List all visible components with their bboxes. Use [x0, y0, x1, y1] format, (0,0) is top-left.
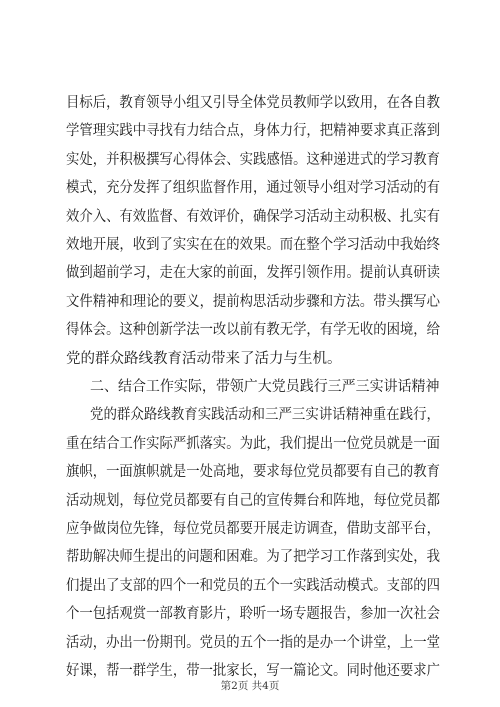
- text-line: 好课，帮一群学生，带一批家长，写一篇论文。同时他还要求广: [66, 663, 441, 679]
- text-line: 效地开展，收到了实实在在的效果。而在整个学习活动中我始终: [66, 237, 441, 253]
- section-heading: 二、结合工作实际，带领广大党员践行三严三实讲话精神: [90, 379, 440, 395]
- text-line: 帮助解决师生提出的问题和困难。为了把学习工作落到实处，我: [66, 549, 441, 566]
- text-line: 党的群众路线教育活动带来了活力与生机。: [66, 350, 342, 367]
- text-line: 个一包括观赏一部教育影片，聆听一场专题报告，参加一次社会: [66, 606, 441, 623]
- text-line: 重在结合工作实际严抓落实。为此，我们提出一位党员就是一面: [66, 435, 441, 452]
- text-line: 活动，办出一份期刊。党员的五个一指的是办一个讲堂，上一堂: [66, 634, 441, 651]
- text-line: 旗帜，一面旗帜就是一处高地，要求每位党员都要有自己的教育: [66, 464, 441, 481]
- text-line: 得体会。这种创新学法一改以前有教无学，有学无收的困境，给: [66, 322, 441, 339]
- page-number-footer: 第2页 共4页: [220, 680, 280, 692]
- text-line: 党的群众路线教育实践活动和三严三实讲话精神重在践行，: [90, 407, 441, 424]
- text-line: 效介入、有效监督、有效评价，确保学习活动主动积极、扎实有: [66, 208, 441, 225]
- text-line: 目标后，教育领导小组又引导全体党员教师学以致用，在各自教: [66, 95, 441, 111]
- text-line: 们提出了支部的四个一和党员的五个一实践活动模式。支部的四: [66, 577, 441, 594]
- text-line: 应争做岗位先锋，每位党员都要开展走访调查，借助支部平台，: [66, 521, 441, 537]
- text-line: 实处，并积极撰写心得体会、实践感悟。这种递进式的学习教育: [66, 151, 441, 168]
- text-line: 做到超前学习，走在大家的前面，发挥引领作用。提前认真研读: [66, 265, 441, 282]
- text-line: 活动规划，每位党员都要有自己的宣传舞台和阵地，每位党员都: [66, 492, 441, 509]
- text-line: 模式，充分发挥了组织监督作用，通过领导小组对学习活动的有: [66, 180, 441, 197]
- text-line: 文件精神和理论的要义，提前构思活动步骤和方法。带头撰写心: [66, 293, 441, 310]
- text-line: 学管理实践中寻找有力结合点，身体力行，把精神要求真正落到: [66, 123, 441, 140]
